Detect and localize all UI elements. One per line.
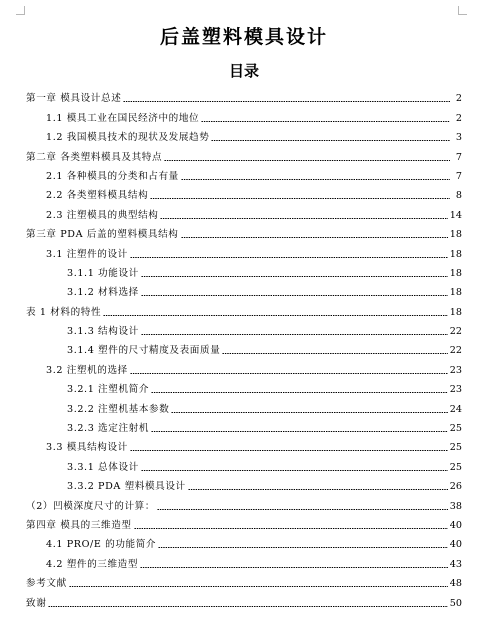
toc-entry[interactable] (26, 183, 462, 202)
toc-entry-page-number: 26 (449, 481, 462, 493)
toc-entry[interactable] (26, 86, 462, 105)
toc-entry-page-number: 48 (449, 578, 462, 590)
toc-entry-label: 3.3 模具结构设计 (46, 442, 128, 454)
toc-dot-leader (130, 372, 448, 375)
toc-entry-label: 第三章 PDA 后盖的塑料模具结构 (26, 229, 179, 241)
toc-entry-label: 参考文献 (26, 578, 67, 590)
toc-entry-label: 3.3.2 PDA 塑料模具设计 (67, 481, 186, 493)
toc-entry[interactable] (26, 338, 462, 357)
toc-entry-label: 表 1 材料的特性 (26, 306, 102, 318)
toc-dot-leader (150, 197, 450, 200)
toc-entry-label: 第二章 各类塑料模具及其特点 (26, 151, 163, 163)
toc-entry[interactable] (26, 474, 462, 493)
toc-entry[interactable] (26, 319, 462, 338)
page-corner-mark-top-left (16, 6, 25, 15)
toc-entry-page-number: 50 (449, 597, 462, 609)
toc-entry-page-number: 38 (449, 500, 462, 512)
toc-entry[interactable] (26, 261, 462, 280)
toc-entry-label: 致谢 (26, 597, 47, 609)
toc-dot-leader (211, 139, 450, 142)
toc-dot-leader (130, 256, 448, 259)
toc-dot-leader (69, 585, 448, 588)
toc-entry[interactable] (26, 571, 462, 590)
toc-entry[interactable] (26, 105, 462, 124)
toc-entry-label: 3.1.2 材料选择 (67, 287, 139, 299)
toc-entry-page-number: 25 (449, 442, 462, 454)
toc-dot-leader (158, 546, 448, 549)
toc-entry-page-number: 18 (449, 287, 462, 299)
toc-entry[interactable] (26, 222, 462, 241)
toc-entry-label: 第四章 模具的三维造型 (26, 519, 132, 531)
toc-dot-leader (222, 352, 447, 355)
toc-entry-label: 3.2 注塑机的选择 (46, 364, 128, 376)
toc-entry-label: 1.1 模具工业在国民经济中的地位 (46, 112, 200, 124)
toc-entry-page-number: 3 (455, 132, 462, 144)
toc-entry-page-number: 22 (449, 345, 462, 357)
toc-entry-label: 2.2 各类塑料模具结构 (46, 190, 149, 202)
toc-entry-label: 3.2.3 选定注射机 (67, 423, 150, 435)
toc-entry-page-number: 25 (449, 461, 462, 473)
toc-entry-label: 4.2 塑件的三维造型 (46, 558, 139, 570)
toc-entry-label: 3.1.4 塑件的尺寸精度及表面质量 (67, 345, 221, 357)
toc-entry[interactable] (26, 551, 462, 570)
toc-entry[interactable] (26, 493, 462, 512)
toc-entry-label: 2.3 注塑模具的典型结构 (46, 209, 159, 221)
toc-entry-page-number: 18 (449, 229, 462, 241)
toc-entry-label: 3.2.1 注塑机简介 (67, 384, 150, 396)
toc-entry-label: 4.1 PRO/E 的功能简介 (46, 539, 157, 551)
toc-dot-leader (103, 314, 448, 317)
toc-entry-label: 1.2 我国模具技术的现状及发展趋势 (46, 132, 210, 144)
toc-dot-leader (123, 100, 450, 103)
toc-dot-leader (188, 488, 448, 491)
toc-entry-page-number: 23 (449, 384, 462, 396)
toc-entry[interactable] (26, 357, 462, 376)
toc-entry-page-number: 2 (455, 112, 462, 124)
toc-entry-label: 3.2.2 注塑机基本参数 (67, 403, 170, 415)
toc-dot-leader (140, 566, 448, 569)
toc-entry[interactable] (26, 454, 462, 473)
toc-entry-page-number: 18 (449, 267, 462, 279)
toc-entry[interactable] (26, 125, 462, 144)
toc-entry-page-number: 40 (449, 539, 462, 551)
toc-entry-page-number: 22 (449, 326, 462, 338)
toc-dot-leader (201, 120, 450, 123)
toc-entry[interactable] (26, 164, 462, 183)
toc-entry-page-number: 23 (449, 364, 462, 376)
toc-dot-leader (171, 411, 447, 414)
toc-entry-page-number: 40 (449, 519, 462, 531)
toc-entry-label: 第一章 模具设计总述 (26, 93, 122, 105)
toc-dot-leader (130, 449, 448, 452)
toc-entry-page-number: 24 (449, 403, 462, 415)
toc-entry-page-number: 7 (455, 151, 462, 163)
toc-entry-label: （2）凹模深度尺寸的计算： (26, 500, 156, 512)
toc-entry-page-number: 2 (455, 93, 462, 105)
toc-entry[interactable] (26, 241, 462, 260)
toc-dot-leader (157, 508, 448, 511)
toc-dot-leader (160, 217, 447, 220)
toc-entry[interactable] (26, 377, 462, 396)
toc-entry[interactable] (26, 202, 462, 221)
toc-entry[interactable] (26, 435, 462, 454)
toc-entry[interactable] (26, 396, 462, 415)
toc-entry-page-number: 43 (449, 558, 462, 570)
toc-dot-leader (48, 605, 447, 608)
toc-entry-page-number: 18 (449, 306, 462, 318)
toc-entry-page-number: 14 (449, 209, 462, 221)
document-title: 后盖塑料模具设计 (159, 26, 328, 48)
toc-entry[interactable] (26, 513, 462, 532)
toc-entry[interactable] (26, 590, 462, 609)
toc-dot-leader (181, 178, 450, 181)
toc-entry[interactable] (26, 416, 462, 435)
page-corner-mark-top-right (458, 6, 467, 15)
toc-entry-page-number: 25 (449, 423, 462, 435)
toc-dot-leader (141, 294, 448, 297)
toc-entry-page-number: 7 (455, 170, 462, 182)
toc-dot-leader (181, 236, 448, 239)
toc-dot-leader (141, 333, 448, 336)
toc-dot-leader (134, 527, 448, 530)
toc-heading: 目录 (228, 62, 259, 80)
toc-entry-label: 3.1.1 功能设计 (67, 267, 139, 279)
toc-dot-leader (151, 391, 448, 394)
toc-dot-leader (141, 275, 448, 278)
toc-entry[interactable] (26, 280, 462, 299)
table-of-contents (26, 86, 462, 610)
toc-entry-label: 2.1 各种模具的分类和占有量 (46, 170, 179, 182)
toc-entry[interactable] (26, 144, 462, 163)
toc-dot-leader (141, 469, 448, 472)
toc-entry-label: 3.1 注塑件的设计 (46, 248, 128, 260)
toc-entry-label: 3.3.1 总体设计 (67, 461, 139, 473)
toc-entry-page-number: 18 (449, 248, 462, 260)
toc-dot-leader (164, 159, 450, 162)
toc-entry-page-number: 8 (455, 190, 462, 202)
toc-dot-leader (151, 430, 448, 433)
toc-entry[interactable] (26, 532, 462, 551)
toc-entry[interactable] (26, 299, 462, 318)
toc-entry-label: 3.1.3 结构设计 (67, 326, 139, 338)
